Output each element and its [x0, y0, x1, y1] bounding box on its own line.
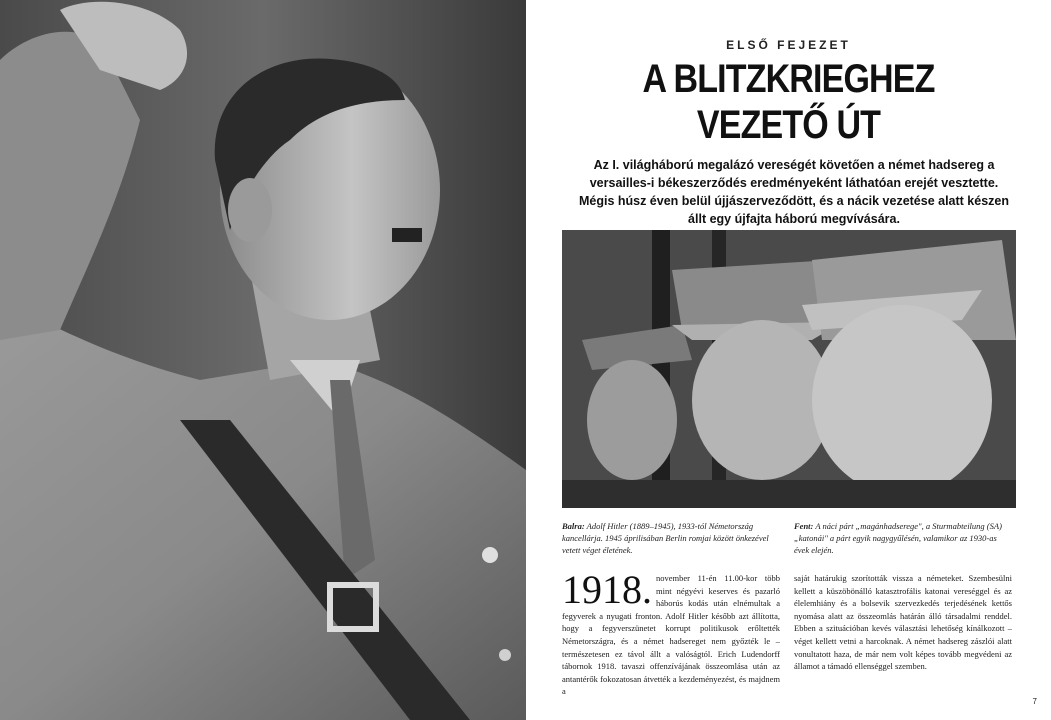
chapter-label: ELSŐ FEJEZET [726, 38, 851, 52]
chapter-title-line2: VEZETŐ ÚT [696, 103, 881, 147]
soldiers-illustration [562, 230, 1016, 508]
sa-soldiers-photo [562, 230, 1016, 508]
right-page [526, 0, 1051, 720]
caption-right [794, 520, 1012, 556]
body-text-left: november 11-én 11.00-kor több mint négyévi keserves és pazarló háborús kodás után elnémultak a fegyverek a nyugati fronton. Adolf Hitler később azt állította, hogy a fegyverszünetet korrupt politikusok erőltették Németországra, és a német hadsereget nem győzték le – természetesen ez távol állt a valóságtól. Erich Ludendorff tábornok 1918. tavaszi offenzívájának összeomlása után az antantérők fokozatosan átvették a kezdeményezést, és majdnem a [562, 573, 780, 697]
caption-left-label: Balra: [562, 521, 585, 531]
body-column-left [562, 567, 780, 698]
body-column-right [794, 572, 1012, 673]
lead-paragraph: Az I. világháború megalázó vereségét követően a német hadsereg a versailles-i békeszerződés eredményeként láthatóan erejét vesztette. Mégis húsz éven belül újjászerveződött, és a nácik vezetése alatt készen állt egy újfajta háború megvívására. [578, 158, 1010, 226]
page-number: 7 [1032, 697, 1037, 706]
caption-left [562, 520, 780, 556]
caption-left-text: Adolf Hitler (1889–1945), 1933-tól Németország kancellárja. 1945 áprilisában Berlin romjai között önkezével vetett véget életének. [562, 521, 769, 555]
chapter-title-line1: A BLITZKRIEGHEZ [642, 57, 935, 101]
caption-right-label: Fent: [794, 521, 814, 531]
body-text-right: saját határukig szorították vissza a németeket. Szembesülni kellett a küszöbönálló katasztrofális katonai vereséggel és az élelemhiány és a bolsevik szervezkedés terjedésének kettős nyomása alatt az összeomlás határán álló társadalmi renddel. Ebben a szituációban kevés választási lehetőség kínálkozott – véget kellett vetni a harcoknak. A német hadsereg zászlói alatt vonultatott haza, de már nem volt képes tovább megvédeni az államot a támadó ellenséggel szemben. [794, 573, 1012, 672]
dropcap-year: 1918. [562, 567, 652, 612]
caption-right-text: A náci párt „magánhadserege", a Sturmabteilung (SA) „katonái" a párt egyik nagygyűlésén, valamikor az 1930-as évek elején. [794, 521, 1002, 555]
